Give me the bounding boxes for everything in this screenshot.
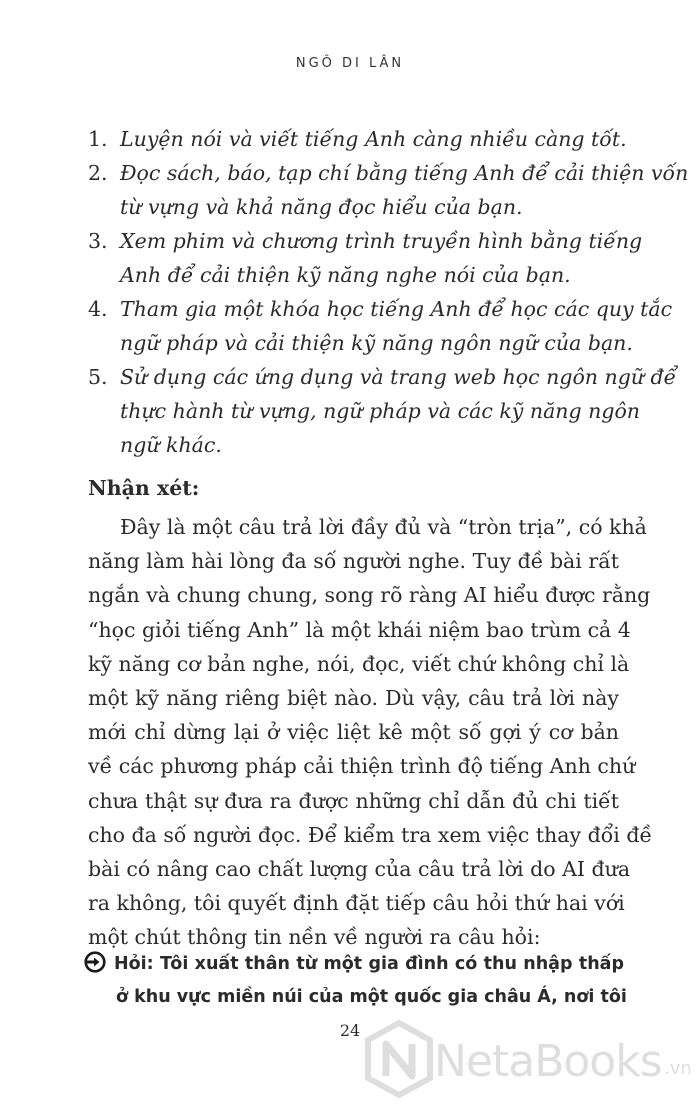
body-paragraph <box>88 510 653 955</box>
question-line: ở khu vực miền núi của một quốc gia châu Á, nơi tôi <box>116 987 627 1007</box>
list-number: 4. <box>88 297 108 321</box>
numbered-list <box>88 122 689 462</box>
list-item <box>88 360 677 462</box>
paragraph-line: “học giỏi tiếng Anh” là một khái niệm bao trùm cả 4 <box>88 617 631 642</box>
list-number: 5. <box>88 365 108 389</box>
question-text: Hỏi: Tôi xuất thân từ một gia đình có thu nhập thấp <box>114 954 624 974</box>
watermark <box>364 1010 700 1100</box>
list-line: Sử dụng các ứng dụng và trang web học ngôn ngữ để <box>120 365 677 389</box>
watermark-text: NetaBooks <box>434 1036 662 1087</box>
paragraph-line: cho đa số người đọc. Để kiểm tra xem việc thay đổi đề <box>88 822 653 847</box>
list-line: ngữ khác. <box>120 433 222 457</box>
paragraph-line: năng làm hài lòng đa số người nghe. Tuy đề bài rất <box>88 549 619 574</box>
list-item <box>88 122 628 156</box>
page-number: 24 <box>339 1021 361 1040</box>
paragraph-line: một kỹ năng riêng biệt nào. Dù vậy, câu trả lời này <box>88 686 619 711</box>
list-line: Xem phim và chương trình truyền hình bằng tiếng <box>120 229 643 253</box>
netabooks-logo-icon <box>364 1020 434 1098</box>
list-number: 1. <box>88 127 108 151</box>
list-line: ngữ pháp và cải thiện kỹ năng ngôn ngữ của bạn. <box>120 331 633 355</box>
paragraph-line: Đây là một câu trả lời đầy đủ và “tròn trịa”, có khả <box>120 515 647 539</box>
paragraph-line: kỹ năng cơ bản nghe, nói, đọc, viết chứ không chỉ là <box>88 651 630 676</box>
question-block <box>84 948 627 1014</box>
list-number: 3. <box>88 229 108 253</box>
paragraph-line: ra không, tôi quyết định đặt tiếp câu hỏi thứ hai với <box>88 891 625 916</box>
list-item <box>88 156 689 224</box>
list-line: Tham gia một khóa học tiếng Anh để học các quy tắc <box>120 297 673 321</box>
list-line: Đọc sách, báo, tạp chí bằng tiếng Anh để cải thiện vốn <box>120 161 689 185</box>
list-line: Anh để cải thiện kỹ năng nghe nói của bạn. <box>120 263 571 287</box>
list-item <box>88 292 673 360</box>
paragraph-line: một chút thông tin nền về người ra câu hỏi: <box>88 925 541 950</box>
watermark-suffix: .vn <box>664 1058 692 1079</box>
paragraph-line: bài có nâng cao chất lượng của câu trả lời do AI đưa <box>88 857 631 882</box>
paragraph-line: chưa thật sự đưa ra được những chỉ dẫn đủ chi tiết <box>88 788 619 813</box>
list-line: Luyện nói và viết tiếng Anh càng nhiều càng tốt. <box>120 127 627 151</box>
list-line: từ vựng và khả năng đọc hiểu của bạn. <box>120 195 523 219</box>
arrow-right-circle-icon <box>84 951 106 973</box>
list-line: thực hành từ vựng, ngữ pháp và các kỹ năng ngôn <box>120 399 640 423</box>
list-item <box>88 224 643 292</box>
question-line <box>84 948 624 981</box>
running-head: NGÔ DI LÂN <box>295 56 405 71</box>
section-title: Nhận xét: <box>88 476 200 500</box>
paragraph-line: mới chỉ dừng lại ở việc liệt kê một số gợi ý cơ bản <box>88 720 619 745</box>
list-number: 2. <box>88 161 108 185</box>
paragraph-line: về các phương pháp cải thiện trình độ tiếng Anh chứ <box>88 754 636 779</box>
paragraph-line: ngắn và chung chung, song rõ ràng AI hiểu được rằng <box>88 583 651 608</box>
